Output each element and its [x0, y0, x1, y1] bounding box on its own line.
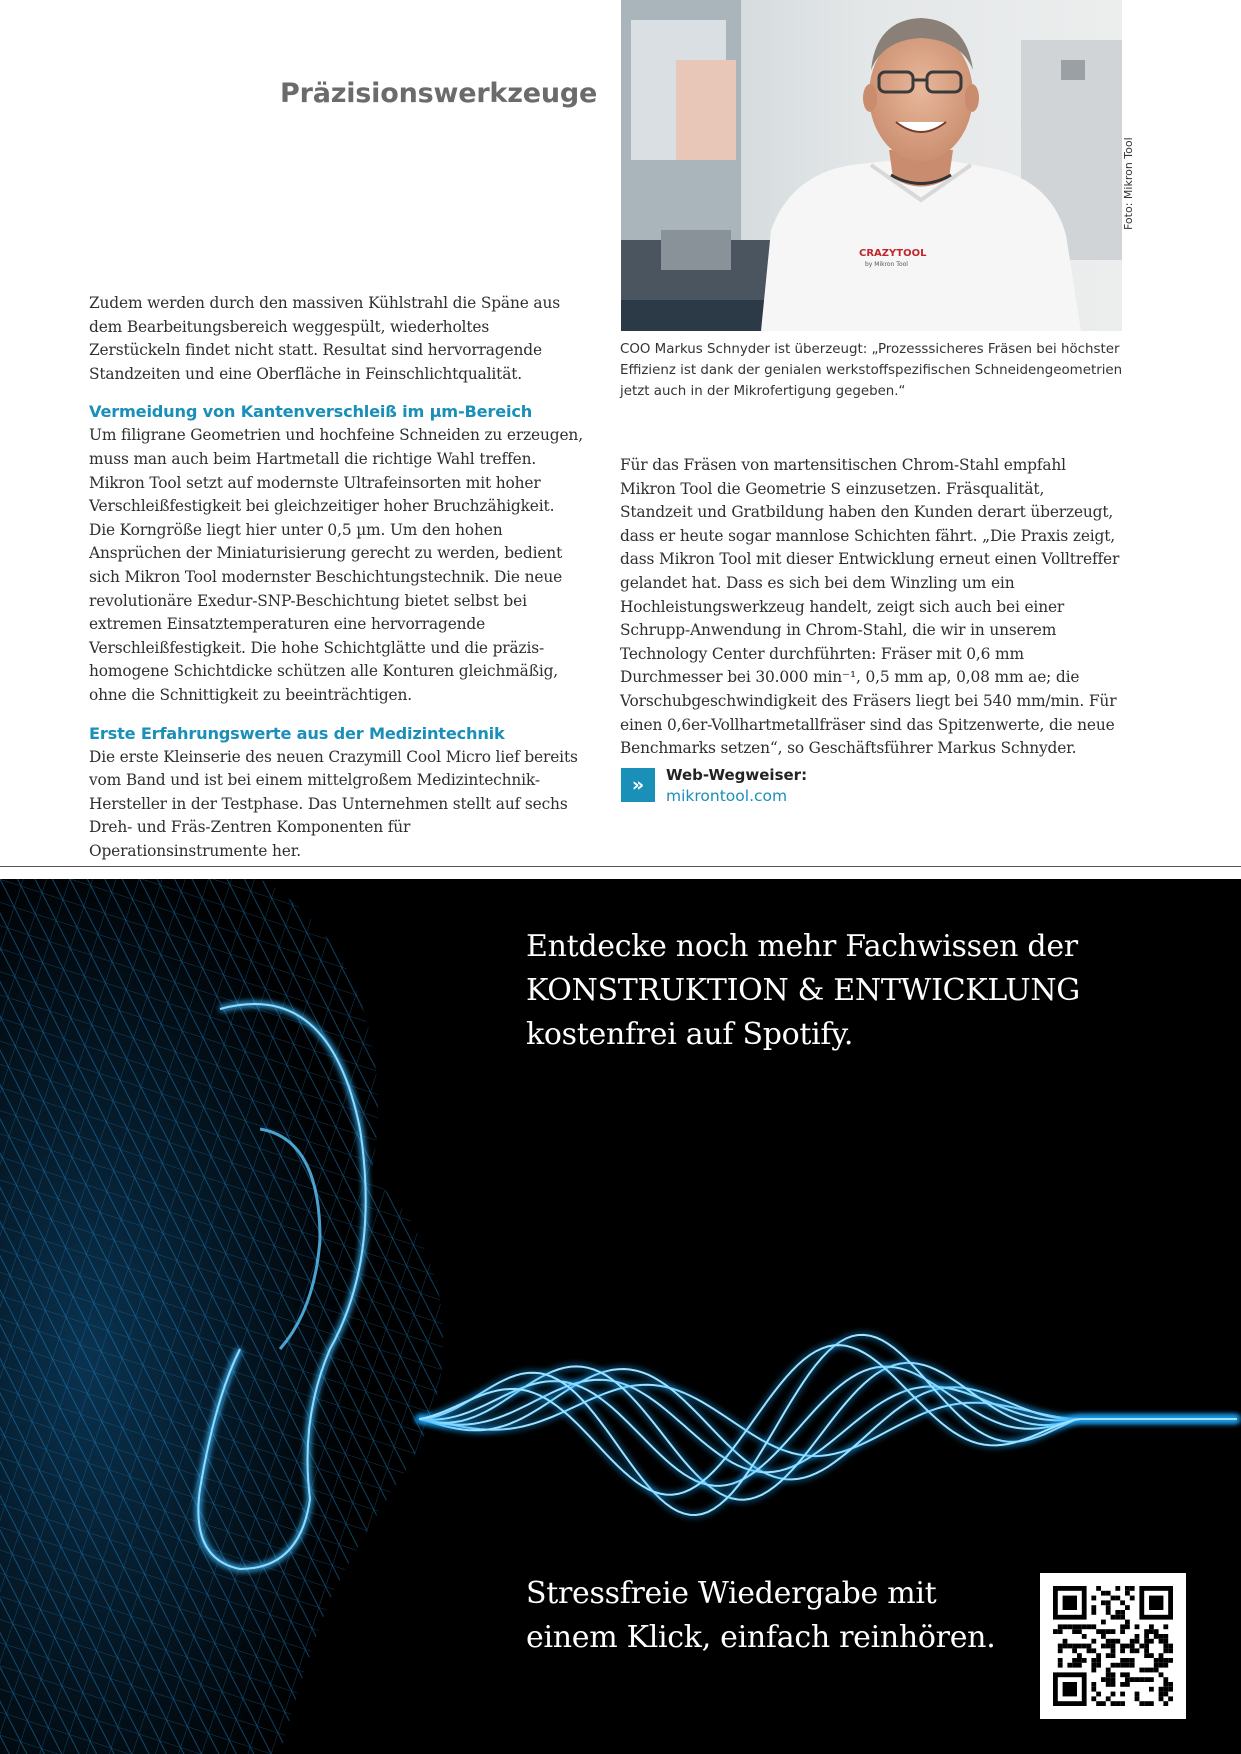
qr-module: [1058, 1648, 1063, 1653]
web-wegweiser-label: Web-Wegweiser:: [666, 766, 808, 784]
qr-module: [1111, 1663, 1116, 1668]
qr-module: [1159, 1696, 1164, 1701]
ad-headline: [526, 925, 1206, 1057]
qr-module: [1159, 1639, 1164, 1644]
qr-module: [1120, 1624, 1125, 1629]
qr-module: [1130, 1596, 1135, 1601]
qr-module: [1111, 1639, 1116, 1644]
qr-module: [1163, 1658, 1168, 1663]
qr-module: [1163, 1701, 1168, 1706]
qr-module: [1163, 1648, 1168, 1653]
ad-subline-line1: Stressfreie Wiedergabe mit: [526, 1576, 937, 1611]
qr-module: [1163, 1692, 1168, 1697]
qr-module: [1144, 1648, 1149, 1653]
qr-module: [1106, 1591, 1111, 1596]
qr-module: [1106, 1644, 1111, 1649]
qr-module: [1115, 1639, 1120, 1644]
qr-module: [1125, 1624, 1130, 1629]
qr-module: [1163, 1687, 1168, 1692]
qr-module: [1067, 1624, 1072, 1629]
qr-module: [1159, 1692, 1164, 1697]
qr-module: [1120, 1692, 1125, 1697]
qr-code-icon: [1053, 1586, 1173, 1706]
left-column: [89, 292, 584, 863]
web-wegweiser: [621, 766, 921, 808]
qr-module: [1101, 1644, 1106, 1649]
qr-module: [1082, 1634, 1087, 1639]
qr-module: [1135, 1624, 1140, 1629]
qr-module: [1149, 1629, 1154, 1634]
qr-module: [1120, 1648, 1125, 1653]
qr-module: [1058, 1629, 1063, 1634]
qr-module: [1168, 1687, 1173, 1692]
qr-module: [1077, 1644, 1082, 1649]
qr-module: [1106, 1653, 1111, 1658]
qr-module: [1087, 1624, 1092, 1629]
shirt-logo-sub: by Mikron Tool: [865, 261, 908, 268]
qr-module: [1091, 1605, 1096, 1610]
qr-module: [1101, 1629, 1106, 1634]
qr-module: [1130, 1648, 1135, 1653]
qr-module: [1120, 1658, 1125, 1663]
qr-module: [1106, 1600, 1111, 1605]
qr-module: [1125, 1663, 1130, 1668]
qr-module: [1135, 1696, 1140, 1701]
divider: [0, 866, 1241, 867]
qr-module: [1144, 1653, 1149, 1658]
qr-module: [1120, 1644, 1125, 1649]
qr-module: [1168, 1644, 1173, 1649]
qr-module: [1159, 1663, 1164, 1668]
qr-finder: [1149, 1596, 1163, 1610]
qr-module: [1072, 1658, 1077, 1663]
qr-module: [1053, 1629, 1058, 1634]
qr-module: [1091, 1696, 1096, 1701]
intro-paragraph: Zudem werden durch den massiven Kühlstrahl die Späne aus dem Bearbeitungsbereich weggespült, wiederholtes Zerstückeln findet nicht statt. Resultat sind hervorragende Standzeiten und eine Oberfläche in Feinschlichtqualität.: [89, 294, 560, 383]
qr-module: [1077, 1663, 1082, 1668]
qr-module: [1091, 1648, 1096, 1653]
qr-module: [1149, 1701, 1154, 1706]
qr-module: [1072, 1644, 1077, 1649]
qr-module: [1154, 1668, 1159, 1673]
qr-module: [1144, 1677, 1149, 1682]
qr-module: [1091, 1668, 1096, 1673]
qr-module: [1058, 1644, 1063, 1649]
qr-module: [1096, 1629, 1101, 1634]
qr-module: [1120, 1615, 1125, 1620]
portrait-photo: [621, 0, 1122, 331]
paragraph-kleinserie: Die erste Kleinserie des neuen Crazymill Cool Micro lief bereits vom Band und ist bei einem mittelgroßem Medizintechnik-Hersteller in der Testphase. Das Unternehmen stellt auf sechs Dreh- und Fräs-Zentren Komponenten für Operationsinstrumente her.: [89, 747, 578, 860]
double-chevron-right-icon: »: [621, 768, 655, 802]
qr-module: [1082, 1624, 1087, 1629]
qr-module: [1101, 1620, 1106, 1625]
qr-module: [1091, 1687, 1096, 1692]
qr-module: [1077, 1624, 1082, 1629]
qr-module: [1159, 1634, 1164, 1639]
qr-module: [1125, 1620, 1130, 1625]
qr-module: [1077, 1653, 1082, 1658]
qr-module: [1120, 1663, 1125, 1668]
qr-module: [1115, 1615, 1120, 1620]
ad-headline-line1: Entdecke noch mehr Fachwissen der: [526, 929, 1078, 964]
qr-module: [1120, 1629, 1125, 1634]
qr-module: [1067, 1663, 1072, 1668]
qr-module: [1168, 1648, 1173, 1653]
subhead-kantenverschleiss: Vermeidung von Kantenverschleiß im µm-Bereich: [89, 402, 533, 422]
qr-module: [1106, 1629, 1111, 1634]
qr-module: [1111, 1615, 1116, 1620]
qr-module: [1077, 1629, 1082, 1634]
qr-module: [1115, 1701, 1120, 1706]
qr-module: [1091, 1639, 1096, 1644]
qr-module: [1120, 1672, 1125, 1677]
qr-module: [1120, 1682, 1125, 1687]
qr-module: [1130, 1644, 1135, 1649]
qr-module: [1125, 1591, 1130, 1596]
qr-module: [1115, 1610, 1120, 1615]
right-column: [620, 454, 1120, 761]
qr-module: [1163, 1634, 1168, 1639]
qr-module: [1168, 1696, 1173, 1701]
qr-module: [1120, 1701, 1125, 1706]
qr-module: [1077, 1658, 1082, 1663]
qr-module: [1063, 1644, 1068, 1649]
qr-module: [1144, 1701, 1149, 1706]
qr-module: [1149, 1668, 1154, 1673]
spotify-advertisement: [0, 879, 1241, 1754]
qr-module: [1168, 1682, 1173, 1687]
paragraph-hartmetall: Um filigrane Geometrien und hochfeine Schneiden zu erzeugen, muss man auch beim Hartmetall die richtige Wahl treffen. Mikron Tool setzt auf modernste Ultrafeinsorten mit hoher Verschleißfestigkeit bei gleichzeitiger hoher Bruchzähigkeit. Die Korngröße liegt hier unter 0,5 µm. Um den hohen Ansprüchen der Miniaturisierung gerecht zu werden, bedient sich Mikron Tool modernster Beschichtungstechnik. Die neue revolutionäre Exedur-SNP-Beschichtung bietet selbst bei extremen Einsatztemperaturen eine hervorragende Verschleißfestigkeit. Die hohe Schichtglätte und die präzis-homogene Schichtdicke schützen alle Konturen gleichmäßig, ohne die Schnittigkeit zu beeinträchtigen.: [89, 426, 583, 704]
qr-finder: [1063, 1596, 1077, 1610]
qr-module: [1096, 1658, 1101, 1663]
qr-module: [1087, 1648, 1092, 1653]
qr-module: [1101, 1677, 1106, 1682]
qr-module: [1139, 1644, 1144, 1649]
qr-module: [1135, 1639, 1140, 1644]
qr-module: [1154, 1658, 1159, 1663]
qr-module: [1082, 1644, 1087, 1649]
qr-module: [1063, 1624, 1068, 1629]
qr-module: [1163, 1639, 1168, 1644]
qr-module: [1091, 1610, 1096, 1615]
qr-module: [1101, 1600, 1106, 1605]
qr-module: [1082, 1658, 1087, 1663]
qr-module: [1125, 1672, 1130, 1677]
qr-module: [1125, 1658, 1130, 1663]
qr-module: [1091, 1624, 1096, 1629]
qr-module: [1159, 1658, 1164, 1663]
qr-module: [1091, 1682, 1096, 1687]
qr-module: [1130, 1658, 1135, 1663]
qr-module: [1111, 1644, 1116, 1649]
qr-module: [1125, 1586, 1130, 1591]
qr-module: [1111, 1648, 1116, 1653]
qr-module: [1130, 1586, 1135, 1591]
qr-module: [1135, 1692, 1140, 1697]
qr-module: [1058, 1658, 1063, 1663]
qr-module: [1144, 1639, 1149, 1644]
qr-module: [1120, 1600, 1125, 1605]
ad-headline-line3: kostenfrei auf Spotify.: [526, 1017, 854, 1052]
qr-module: [1106, 1672, 1111, 1677]
qr-module: [1106, 1696, 1111, 1701]
qr-module: [1101, 1634, 1106, 1639]
mikrontool-link[interactable]: mikrontool.com: [666, 787, 788, 805]
photo-credit: Foto: Mikron Tool: [1122, 137, 1135, 230]
qr-module: [1111, 1596, 1116, 1601]
qr-module: [1144, 1634, 1149, 1639]
qr-module: [1154, 1634, 1159, 1639]
qr-module: [1096, 1586, 1101, 1591]
qr-module: [1072, 1624, 1077, 1629]
qr-module: [1135, 1648, 1140, 1653]
qr-module: [1139, 1677, 1144, 1682]
qr-module: [1115, 1586, 1120, 1591]
qr-module: [1106, 1677, 1111, 1682]
qr-module: [1058, 1624, 1063, 1629]
qr-module: [1058, 1663, 1063, 1668]
qr-module: [1125, 1682, 1130, 1687]
qr-module: [1115, 1596, 1120, 1601]
qr-module: [1154, 1663, 1159, 1668]
qr-module: [1125, 1677, 1130, 1682]
subhead-medizintechnik: Erste Erfahrungswerte aus der Medizintechnik: [89, 723, 505, 743]
qr-module: [1159, 1653, 1164, 1658]
qr-module: [1163, 1624, 1168, 1629]
qr-module: [1163, 1644, 1168, 1649]
qr-module: [1120, 1610, 1125, 1615]
qr-module: [1067, 1644, 1072, 1649]
qr-module: [1111, 1653, 1116, 1658]
qr-module: [1168, 1658, 1173, 1663]
qr-module: [1159, 1687, 1164, 1692]
qr-module: [1106, 1639, 1111, 1644]
qr-module: [1072, 1629, 1077, 1634]
photo-caption: COO Markus Schnyder ist überzeugt: „Prozesssicheres Fräsen bei höchster Effizienz ist dank der genialen werkstoffspezifischen Schneidengeometrien jetzt auch in der Mikrofertigung gegeben.“: [620, 342, 1123, 399]
qr-module: [1149, 1639, 1154, 1644]
qr-module: [1111, 1672, 1116, 1677]
qr-module: [1163, 1682, 1168, 1687]
qr-module: [1106, 1668, 1111, 1673]
qr-module: [1091, 1658, 1096, 1663]
qr-module: [1072, 1663, 1077, 1668]
qr-module: [1144, 1644, 1149, 1649]
qr-module: [1130, 1663, 1135, 1668]
qr-module: [1096, 1701, 1101, 1706]
qr-module: [1087, 1644, 1092, 1649]
ad-headline-line2: KONSTRUKTION & ENTWICKLUNG: [526, 973, 1080, 1008]
qr-finder: [1063, 1682, 1077, 1696]
qr-module: [1072, 1648, 1077, 1653]
qr-module: [1130, 1677, 1135, 1682]
ad-subline: [526, 1572, 1026, 1660]
qr-module: [1115, 1663, 1120, 1668]
qr-module: [1139, 1701, 1144, 1706]
qr-module: [1101, 1591, 1106, 1596]
qr-module: [1101, 1701, 1106, 1706]
qr-module: [1106, 1610, 1111, 1615]
qr-module: [1144, 1668, 1149, 1673]
qr-module: [1091, 1663, 1096, 1668]
qr-module: [1135, 1677, 1140, 1682]
qr-module: [1111, 1692, 1116, 1697]
qr-module: [1159, 1672, 1164, 1677]
qr-module: [1111, 1701, 1116, 1706]
qr-module: [1111, 1682, 1116, 1687]
spotify-qr-code[interactable]: [1040, 1573, 1186, 1719]
qr-module: [1139, 1668, 1144, 1673]
qr-module: [1125, 1605, 1130, 1610]
qr-module: [1063, 1639, 1068, 1644]
qr-module: [1125, 1644, 1130, 1649]
qr-module: [1149, 1687, 1154, 1692]
qr-module: [1106, 1682, 1111, 1687]
qr-module: [1106, 1605, 1111, 1610]
qr-module: [1149, 1653, 1154, 1658]
qr-module: [1154, 1629, 1159, 1634]
paragraph-chrom-stahl: Für das Fräsen von martensitischen Chrom-Stahl empfahl Mikron Tool die Geometrie S einzusetzen. Fräsqualität, Standzeit und Gratbildung haben den Kunden derart überzeugt, dass er heute sogar mannlose Schichten fährt. „Die Praxis zeigt, dass Mikron Tool mit dieser Entwicklung erneut einen Volltreffer gelandet hat. Dass es sich bei dem Winzling um ein Hochleistungswerkzeug handelt, zeigt sich auch bei einer Schrupp-Anwendung in Chrom-Stahl, die wir in unserem Technology Center durchführten: Fräser mit 0,6 mm Durchmesser bei 30.000 min⁻¹, 0,5 mm ap, 0,08 mm ae; die Vorschubgeschwindigkeit des Fräsers liegt bei 540 mm/min. Für einen 0,6er-Vollhartmetallfräser sind das Spitzenwerte, die neue Benchmarks setzen“, so Geschäftsführer Markus Schnyder.: [620, 456, 1120, 758]
qr-module: [1091, 1596, 1096, 1601]
qr-module: [1111, 1677, 1116, 1682]
qr-module: [1149, 1624, 1154, 1629]
qr-module: [1096, 1663, 1101, 1668]
qr-module: [1111, 1629, 1116, 1634]
qr-module: [1163, 1677, 1168, 1682]
qr-module: [1135, 1634, 1140, 1639]
section-title: Präzisionswerkzeuge: [280, 78, 598, 109]
qr-module: [1149, 1677, 1154, 1682]
qr-module: [1096, 1653, 1101, 1658]
qr-module: [1130, 1639, 1135, 1644]
qr-module: [1144, 1629, 1149, 1634]
qr-module: [1163, 1663, 1168, 1668]
qr-module: [1096, 1692, 1101, 1697]
ad-subline-line2: einem Klick, einfach reinhören.: [526, 1620, 996, 1655]
shirt-logo: CRAZYTOOL: [859, 248, 927, 259]
